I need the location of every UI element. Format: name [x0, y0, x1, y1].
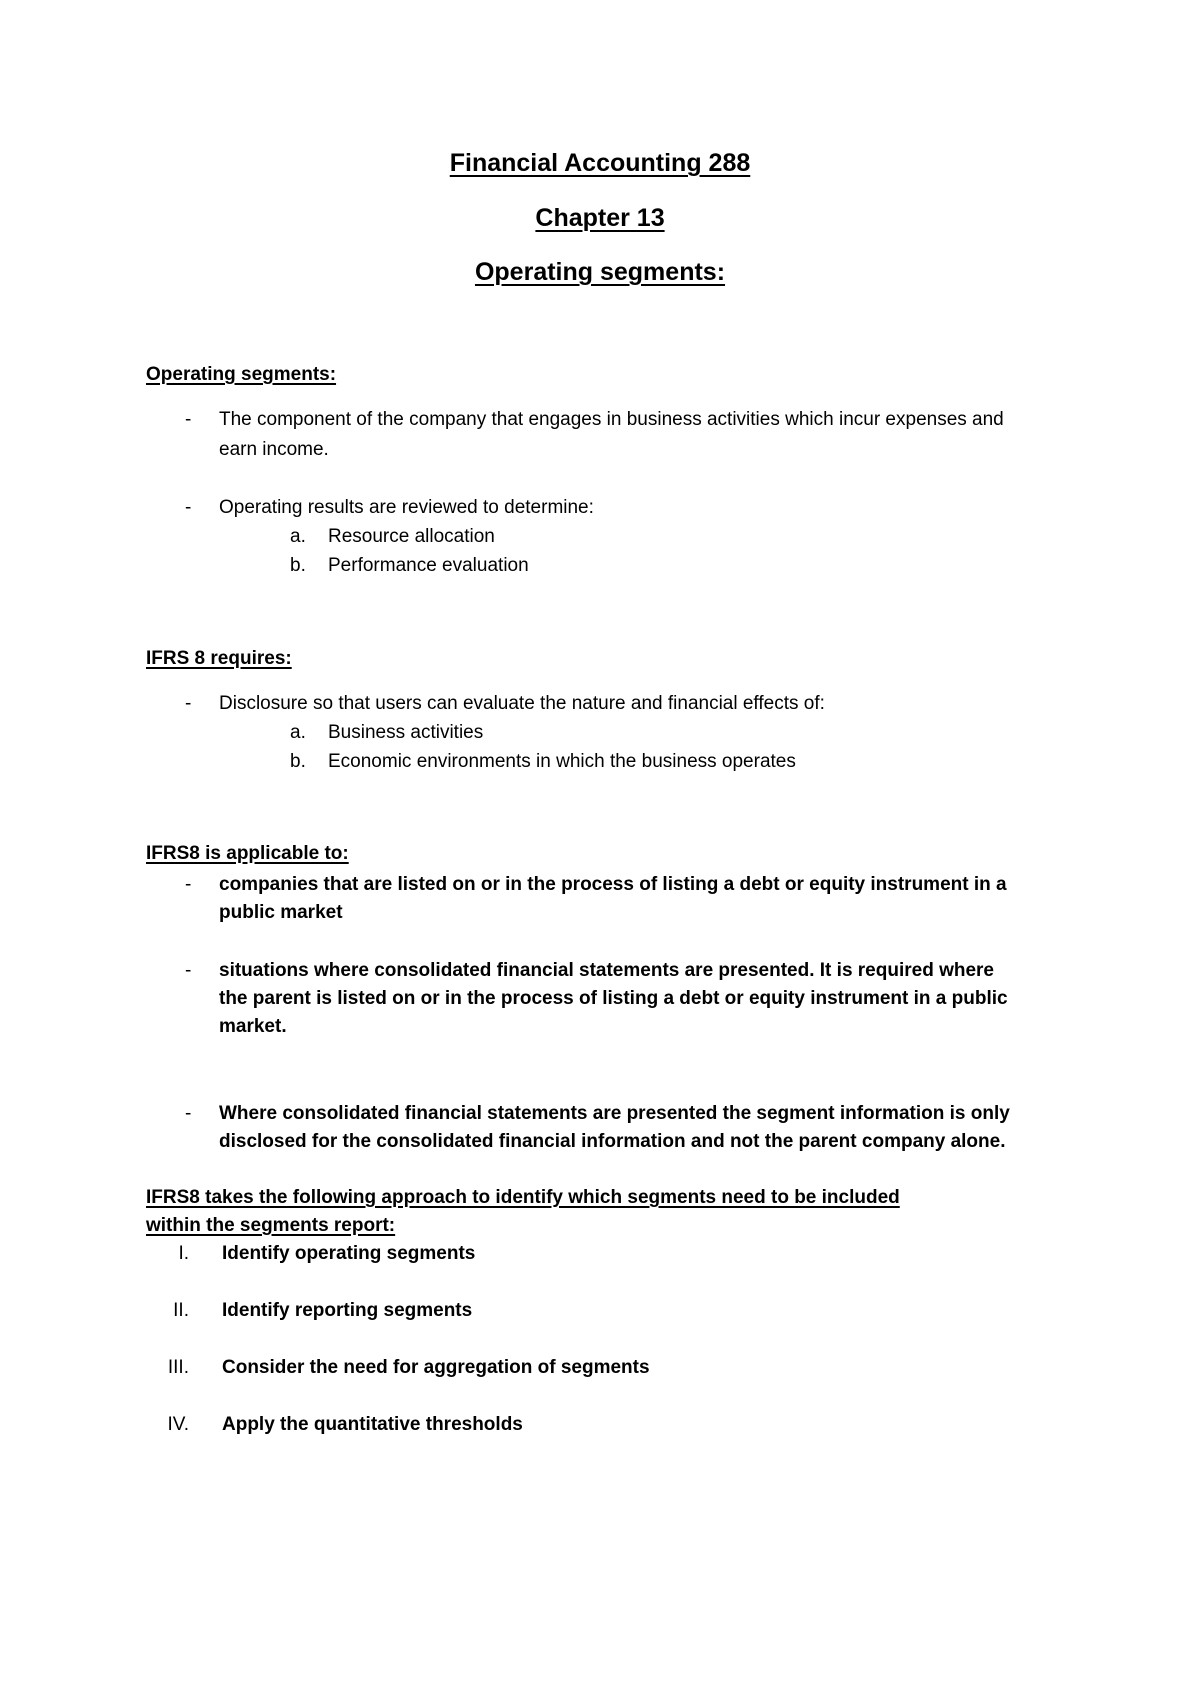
chapter-title: Chapter 13 — [535, 204, 665, 232]
bullet-text: public market — [219, 902, 343, 923]
bullet-dash: - — [185, 1103, 192, 1124]
step-marker: I. — [178, 1243, 189, 1264]
section-operating-segments-heading: Operating segments: — [146, 364, 337, 385]
bullet-text: disclosed for the consolidated financial information and not the parent company alone. — [219, 1131, 1006, 1152]
section-ifrs8-applicable-heading: IFRS8 is applicable to: — [146, 843, 349, 864]
step-item: Apply the quantitative thresholds — [222, 1414, 523, 1435]
list-item: Business activities — [328, 722, 484, 743]
bullet-dash: - — [185, 874, 192, 895]
bullet-text: Operating results are reviewed to determine: — [219, 497, 594, 518]
course-title: Financial Accounting 288 — [449, 149, 751, 177]
list-marker: a. — [290, 526, 306, 547]
bullet-text: market. — [219, 1016, 287, 1037]
step-marker: III. — [167, 1357, 189, 1378]
section-ifrs8-requires-heading: IFRS 8 requires: — [146, 648, 292, 669]
bullet-text: The component of the company that engages in business activities which incur expenses and — [219, 409, 1004, 430]
list-item: Economic environments in which the business operates — [328, 751, 796, 772]
bullet-text: companies that are listed on or in the process of listing a debt or equity instrument in a — [219, 874, 1007, 895]
bullet-text: Disclosure so that users can evaluate the nature and financial effects of: — [219, 693, 825, 714]
topic-title: Operating segments: — [474, 258, 726, 286]
bullet-dash: - — [185, 960, 192, 981]
section-approach-heading-cont: within the segments report: — [146, 1215, 396, 1236]
list-item: Performance evaluation — [328, 555, 529, 576]
section-approach-heading: IFRS8 takes the following approach to identify which segments need to be included — [146, 1187, 900, 1208]
step-item: Identify operating segments — [222, 1243, 476, 1264]
bullet-text: Where consolidated financial statements are presented the segment information is only — [219, 1103, 1010, 1124]
list-marker: b. — [290, 555, 306, 576]
bullet-dash: - — [185, 693, 192, 714]
list-item: Resource allocation — [328, 526, 495, 547]
bullet-dash: - — [185, 409, 192, 430]
list-marker: b. — [290, 751, 306, 772]
step-marker: II. — [173, 1300, 189, 1321]
bullet-dash: - — [185, 497, 192, 518]
list-marker: a. — [290, 722, 306, 743]
step-marker: IV. — [167, 1414, 189, 1435]
bullet-text: the parent is listed on or in the process of listing a debt or equity instrument in a public — [219, 988, 1008, 1009]
bullet-text: situations where consolidated financial statements are presented. It is required where — [219, 960, 995, 981]
step-item: Identify reporting segments — [222, 1300, 473, 1321]
step-item: Consider the need for aggregation of segments — [222, 1357, 650, 1378]
bullet-text: earn income. — [219, 439, 329, 460]
